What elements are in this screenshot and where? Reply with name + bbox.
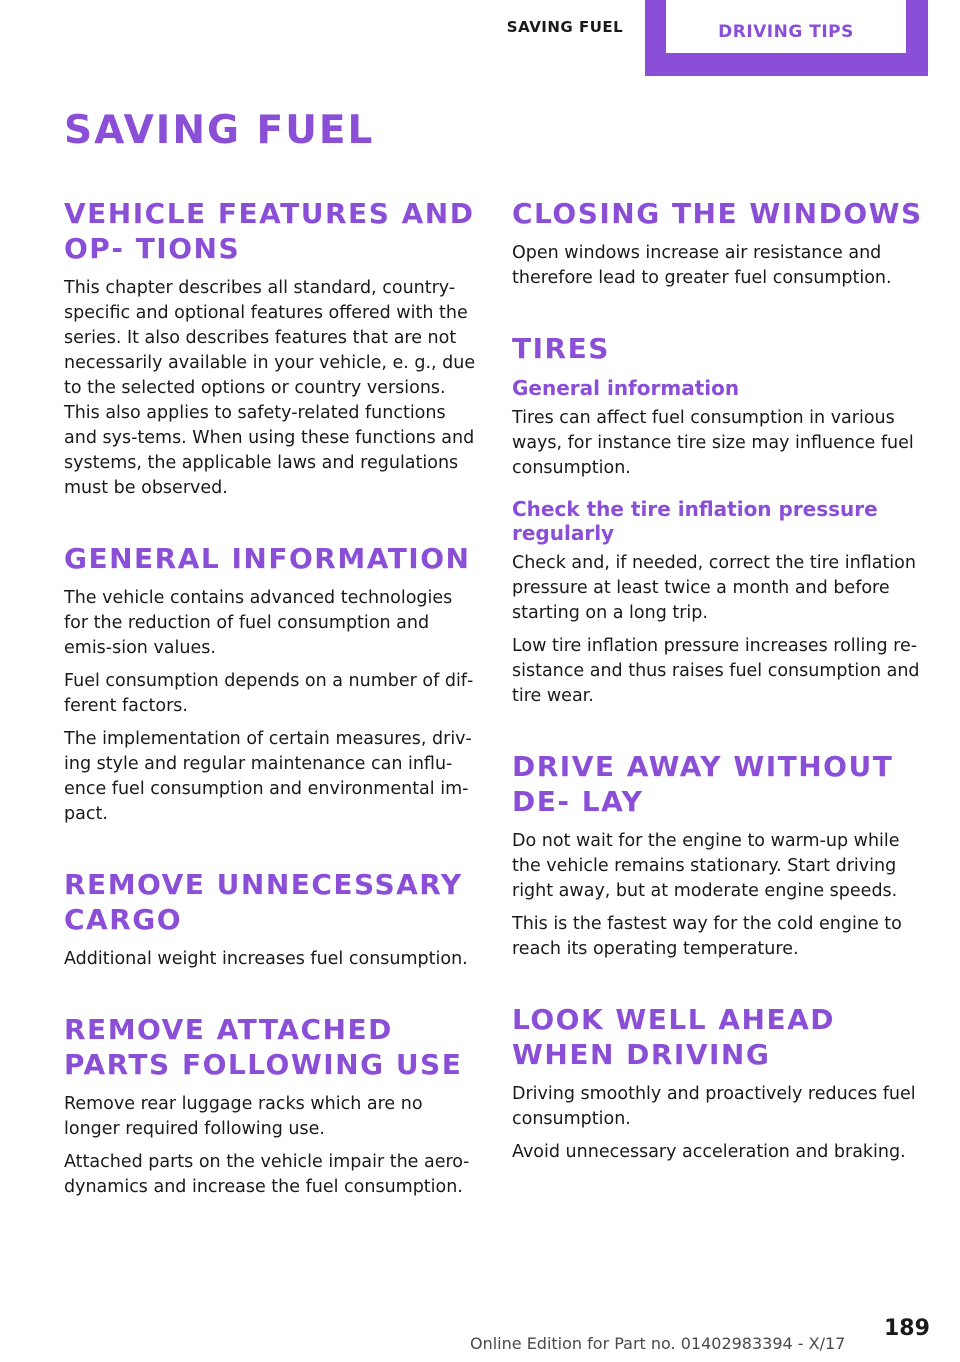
- section-heading: REMOVE UNNECESSARY CARGO: [64, 868, 463, 936]
- section-remove-attached-parts: [64, 1012, 480, 1200]
- paragraph: Do not wait for the engine to warm-up while the vehicle remains stationary. Start driving right away, but at moderate engine speeds.: [512, 831, 900, 901]
- page-title: SAVING FUEL: [64, 108, 375, 153]
- subsection-heading: Check the tire inflation pressure regularly: [512, 497, 878, 545]
- paragraph: Additional weight increases fuel consumption.: [64, 949, 468, 969]
- section-look-ahead: [512, 1002, 928, 1165]
- paragraph: Attached parts on the vehicle impair the aero‐dynamics and increase the fuel consumption.: [64, 1152, 470, 1197]
- paragraph: Remove rear luggage racks which are no longer required following use.: [64, 1094, 423, 1139]
- paragraph: This chapter describes all standard, country-specific and optional features offered with the series. It also describes features that are not necessarily available in your vehicle, e. g., due to the selected options or country versions. This also applies to safety-related functions and sys‐tems. When using these functions and systems, the applicable laws and regulations must be observed.: [64, 278, 476, 498]
- paragraph: Avoid unnecessary acceleration and braking.: [512, 1142, 906, 1162]
- paragraph: Open windows increase air resistance and therefore lead to greater fuel consumption.: [512, 243, 892, 288]
- chapter-tab-label: [666, 0, 906, 53]
- header-section-title: SAVING FUEL: [506, 18, 624, 36]
- subsection-tires-general: [512, 376, 928, 481]
- section-heading: LOOK WELL AHEAD WHEN DRIVING: [512, 1003, 835, 1071]
- paragraph: Driving smoothly and proactively reduces fuel consumption.: [512, 1084, 916, 1129]
- footer-edition: Online Edition for Part no. 01402983394 - X/17: [470, 1334, 846, 1353]
- left-column: [64, 196, 480, 1240]
- section-heading: TIRES: [512, 332, 610, 365]
- subsection-tire-pressure: [512, 497, 928, 709]
- section-tires: [512, 331, 928, 709]
- paragraph: The implementation of certain measures, driv‐ing style and regular maintenance can influ‐ence fuel consumption and environmental im‐pact.: [64, 729, 472, 824]
- section-heading: VEHICLE FEATURES AND OP‐ TIONS: [64, 197, 475, 265]
- section-remove-cargo: [64, 867, 480, 972]
- section-heading: DRIVE AWAY WITHOUT DE‐ LAY: [512, 750, 894, 818]
- chapter-tab: [645, 0, 928, 76]
- right-column: [512, 196, 928, 1205]
- paragraph: Tires can affect fuel consumption in various ways, for instance tire size may influence fuel consumption.: [512, 408, 914, 478]
- paragraph: This is the fastest way for the cold engine to reach its operating temperature.: [512, 914, 902, 959]
- section-general-information: [64, 541, 480, 827]
- paragraph: The vehicle contains advanced technologies for the reduction of fuel consumption and emis‐sion values.: [64, 588, 453, 658]
- section-drive-away: [512, 749, 928, 962]
- section-heading: CLOSING THE WINDOWS: [512, 197, 923, 230]
- subsection-heading: General information: [512, 376, 740, 400]
- paragraph: Check and, if needed, correct the tire inflation pressure at least twice a month and before starting on a long trip.: [512, 553, 916, 623]
- paragraph: Fuel consumption depends on a number of dif‐ferent factors.: [64, 671, 474, 716]
- chapter-tab-text: DRIVING TIPS: [718, 22, 854, 42]
- section-heading: GENERAL INFORMATION: [64, 542, 471, 575]
- section-heading: REMOVE ATTACHED PARTS FOLLOWING USE: [64, 1013, 463, 1081]
- paragraph: Low tire inflation pressure increases rolling re‐sistance and thus raises fuel consumption and tire wear.: [512, 636, 920, 706]
- section-closing-windows: [512, 196, 928, 291]
- section-vehicle-features: [64, 196, 480, 501]
- page-number: 189: [884, 1316, 930, 1341]
